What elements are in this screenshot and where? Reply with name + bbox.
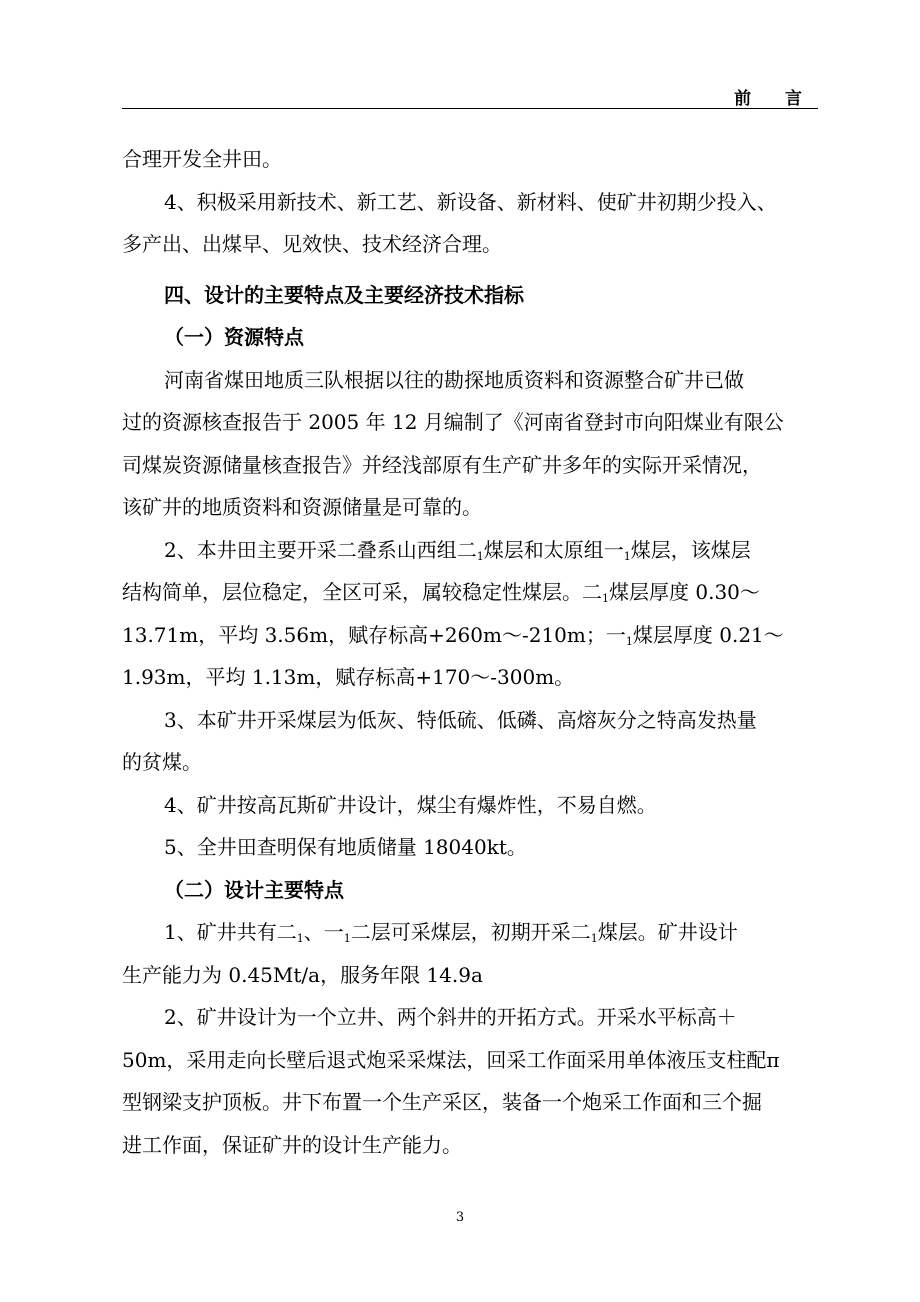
subsection-heading: （一）资源特点 <box>164 325 304 349</box>
section-heading: 四、设计的主要特点及主要经济技术指标 <box>164 282 524 307</box>
subscript: 1 <box>623 549 631 563</box>
text-line: 过的资源核查报告于 2005 年 12 月编制了《河南省登封市向阳煤业有限公 <box>122 410 784 434</box>
body-text <box>122 138 822 1166</box>
subscript: 1 <box>476 549 484 563</box>
text-run: 2、本井田主要开采二叠系山西组二 <box>164 537 477 562</box>
page-number: 3 <box>455 1210 465 1225</box>
text-run: 二层可采煤层，初期开采二 <box>350 920 591 944</box>
text-run: 煤层，该煤层 <box>630 537 751 562</box>
text-run: 、一 <box>303 920 344 944</box>
text-line <box>122 614 822 657</box>
subscript: 1 <box>625 634 633 648</box>
subscript: 1 <box>590 932 598 945</box>
subscript: 1 <box>343 932 351 945</box>
running-header: 前 言 <box>734 89 816 109</box>
text-run: 煤层厚度 0.30～ <box>609 580 760 604</box>
subsection-heading: （二）设计主要特点 <box>164 877 344 902</box>
text-run: 煤层和太原组一 <box>483 537 624 562</box>
text-line: 2、矿井设计为一个立井、两个斜井的开拓方式。开采水平标高＋ <box>164 1005 737 1029</box>
text-line: 4、矿井按高瓦斯矿井设计，煤尘有爆炸性，不易自燃。 <box>164 792 657 817</box>
text-line: 1.93m，平均 1.13m，赋存标高+170～-300m。 <box>122 665 575 689</box>
text-run: 结构简单，层位稳定，全区可采，属较稳定性煤层。二 <box>122 580 602 604</box>
text-line <box>122 911 822 954</box>
text-run: 煤层。矿井设计 <box>597 920 738 944</box>
text-line <box>122 571 822 614</box>
text-line: 50m，采用走向长壁后退式炮采采煤法，回采工作面采用单体液压支柱配π <box>122 1047 780 1072</box>
text-line: 多产出、出煤早、见效快、技术经济合理。 <box>122 232 502 256</box>
subscript: 1 <box>602 592 609 605</box>
text-line: 该矿井的地质资料和资源储量是可靠的。 <box>122 495 482 519</box>
text-line: 司煤炭资源储量核查报告》并经浅部原有生产矿井多年的实际开采情况， <box>122 452 762 477</box>
text-run: 煤层厚度 0.21～ <box>632 622 784 647</box>
text-line: 合理开发全井田。 <box>122 147 282 171</box>
text-line: 型钢梁支护顶板。井下布置一个生产采区，装备一个炮采工作面和三个掘 <box>122 1090 762 1114</box>
text-line: 4、积极采用新技术、新工艺、新设备、新材料、使矿井初期少投入、 <box>164 189 777 214</box>
text-line: 进工作面，保证矿井的设计生产能力。 <box>122 1132 462 1157</box>
text-line: 生产能力为 0.45Mt/a，服务年限 14.9a <box>122 962 483 987</box>
text-line: 3、本矿井开采煤层为低灰、特低硫、低磷、高熔灰分之特高发热量 <box>164 707 757 732</box>
header-rule <box>122 108 818 109</box>
subscript: 1 <box>296 932 304 945</box>
text-line: 的贫煤。 <box>122 750 202 774</box>
text-line: 5、全井田查明保有地质储量 18040kt。 <box>164 835 527 859</box>
text-line <box>122 529 822 572</box>
text-run: 1、矿井共有二 <box>164 920 297 944</box>
text-run: 13.71m，平均 3.56m，赋存标高+260m～-210m；一 <box>122 622 626 647</box>
text-line: 河南省煤田地质三队根据以往的勘探地质资料和资源整合矿井已做 <box>164 367 744 392</box>
